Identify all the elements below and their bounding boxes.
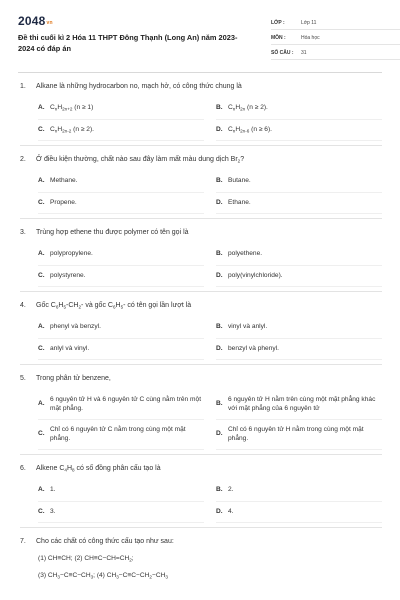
- option-text: 4.: [228, 507, 234, 515]
- option-key: B.: [216, 250, 223, 257]
- option-key: C.: [38, 430, 45, 438]
- option-text: 3.: [50, 507, 56, 515]
- answer-option[interactable]: [216, 98, 382, 120]
- option-text: $C_nH_{2n}$ (n ≥ 2).: [228, 104, 268, 112]
- answer-options: [20, 98, 382, 141]
- meta-label: MÔN :: [271, 34, 286, 41]
- answer-option[interactable]: [38, 266, 204, 288]
- answer-option[interactable]: [216, 120, 382, 142]
- question-item: [20, 528, 382, 581]
- question-stem: [20, 228, 382, 238]
- answer-options: [20, 171, 382, 214]
- question-text: Gốc $C_6H_5-CH_2-$ và gốc $C_6H_5-$ có tên gọi lần lượt là: [36, 302, 192, 310]
- option-text: phenyl và benzyl.: [50, 323, 101, 330]
- option-text: Chỉ có 6 nguyên tử C nằm trong cùng một mặt phẳng.: [50, 426, 186, 442]
- answer-options: [20, 480, 382, 523]
- question-text: Ở điều kiện thường, chất nào sau đây làm mất màu dung dịch $Br_2$?: [36, 156, 245, 164]
- option-text: Propene.: [50, 198, 77, 206]
- option-text: benzyl và phenyl.: [228, 344, 279, 352]
- option-text: $C_nH_{2n-6}$ (n ≥ 6).: [228, 125, 272, 133]
- question-stem: [20, 374, 382, 384]
- meta-value: Lớp 11: [301, 19, 317, 26]
- option-key: A.: [38, 323, 45, 330]
- question-number: 2.: [20, 156, 26, 163]
- answer-option[interactable]: [38, 98, 204, 120]
- site-logo-suffix: vn: [46, 20, 53, 26]
- answer-option[interactable]: [216, 420, 382, 450]
- answer-option[interactable]: [216, 480, 382, 502]
- option-key: C.: [38, 125, 45, 133]
- question-number: 1.: [20, 83, 26, 90]
- question-number: 4.: [20, 302, 26, 309]
- option-key: C.: [38, 198, 45, 206]
- option-text: Chỉ có 6 nguyên tử H nằm trong cùng một mặt phẳng.: [228, 426, 364, 442]
- exam-header: [18, 0, 382, 72]
- option-text: polypropylene.: [50, 250, 93, 257]
- answer-option[interactable]: [38, 244, 204, 266]
- option-key: A.: [38, 400, 45, 408]
- question-text: Alkene $C_4H_8$ có số đồng phân cấu tạo là: [36, 465, 161, 473]
- option-text: 6 nguyên tử H và 6 nguyên tử C cùng nằm trên một mặt phẳng.: [50, 396, 202, 412]
- answer-option[interactable]: [38, 420, 204, 450]
- option-key: C.: [38, 271, 45, 279]
- question-line: (1) CH≡CH; (2) $CH\equiv C-CH=CH_2$;: [38, 555, 134, 563]
- option-text: polyethene.: [228, 250, 263, 257]
- answer-options: [20, 317, 382, 360]
- answer-option[interactable]: [38, 171, 204, 193]
- answer-option[interactable]: [216, 502, 382, 524]
- option-text: $C_nH_{2n-2}$ (n ≥ 2).: [50, 125, 94, 133]
- option-text: anlyl và vinyl.: [50, 344, 90, 352]
- question-item: [20, 146, 382, 219]
- option-text: $C_nH_{2n+2}$ (n ≥ 1): [50, 104, 94, 112]
- option-text: polystyrene.: [50, 271, 86, 279]
- option-text: poly(vinylchloride).: [228, 271, 283, 279]
- answer-option[interactable]: [216, 390, 382, 420]
- option-key: B.: [216, 177, 223, 184]
- question-item: [20, 292, 382, 365]
- question-line: (3) $CH_3-C\equiv C-CH_3$; (4) $CH_3-C\equiv C-CH_2-CH_3$: [38, 572, 168, 580]
- answer-option[interactable]: [38, 480, 204, 502]
- meta-label: LỚP :: [271, 19, 285, 26]
- option-key: D.: [216, 344, 223, 352]
- option-text: vinyl và anlyl.: [228, 323, 268, 330]
- meta-row-class: [271, 16, 400, 30]
- meta-value: Hóa học: [301, 34, 320, 41]
- question-text: Cho các chất có công thức cấu tạo như sau:: [36, 538, 174, 545]
- option-text: Butane.: [228, 177, 251, 184]
- option-key: D.: [216, 507, 223, 515]
- option-key: D.: [216, 271, 223, 279]
- question-number: 3.: [20, 229, 26, 236]
- answer-option[interactable]: [216, 193, 382, 215]
- answer-option[interactable]: [38, 317, 204, 339]
- option-text: 6 nguyên tử H nằm trên cùng một mặt phẳng khác với mặt phẳng của 6 nguyên tử: [228, 396, 376, 412]
- option-key: A.: [38, 104, 45, 111]
- option-key: B.: [216, 400, 223, 408]
- meta-row-subject: [271, 31, 400, 45]
- answer-option[interactable]: [216, 244, 382, 266]
- answer-option[interactable]: [38, 502, 204, 524]
- answer-option[interactable]: [216, 317, 382, 339]
- meta-label: SỐ CÂU :: [271, 49, 294, 56]
- exam-title: Đề thi cuối kì 2 Hóa 11 THPT Đông Thạnh (Long An) năm 2023-2024 có đáp án: [18, 33, 238, 53]
- question-item: [20, 219, 382, 292]
- option-key: A.: [38, 177, 45, 184]
- answer-option[interactable]: [38, 339, 204, 361]
- question-stem: [20, 82, 382, 92]
- answer-option[interactable]: [38, 390, 204, 420]
- option-text: Ethane.: [228, 198, 251, 206]
- question-stem: [20, 537, 382, 547]
- answer-option[interactable]: [216, 171, 382, 193]
- question-stem: [20, 155, 382, 165]
- option-key: B.: [216, 323, 223, 330]
- answer-options: [20, 244, 382, 287]
- option-key: A.: [38, 250, 45, 257]
- option-text: 2.: [228, 486, 234, 493]
- answer-option[interactable]: [216, 339, 382, 361]
- answer-option[interactable]: [38, 193, 204, 215]
- question-stem: [20, 464, 382, 474]
- option-key: B.: [216, 104, 223, 111]
- question-list: [18, 73, 382, 581]
- exam-meta: [271, 16, 400, 61]
- question-text: Alkane là những hydrocarbon no, mạch hở, có công thức chung là: [36, 83, 242, 90]
- option-key: D.: [216, 430, 223, 438]
- question-number: 5.: [20, 375, 26, 382]
- site-logo-text: 2048: [18, 14, 46, 28]
- question-item: [20, 73, 382, 146]
- answer-options: [20, 390, 382, 450]
- question-number: 7.: [20, 538, 26, 545]
- question-text: Trong phân tử benzene,: [36, 375, 111, 382]
- answer-option[interactable]: [216, 266, 382, 288]
- question-stem: [20, 301, 382, 311]
- option-key: D.: [216, 198, 223, 206]
- option-key: C.: [38, 344, 45, 352]
- question-text: Trùng hợp ethene thu được polymer có tên gọi là: [36, 229, 189, 236]
- question-item: [20, 455, 382, 528]
- option-key: A.: [38, 486, 45, 493]
- answer-option[interactable]: [38, 120, 204, 142]
- question-item: [20, 365, 382, 455]
- option-text: 1.: [50, 486, 56, 493]
- option-text: Methane.: [50, 177, 78, 184]
- option-key: D.: [216, 125, 223, 133]
- meta-row-count: [271, 46, 400, 60]
- meta-value: 31: [301, 49, 307, 56]
- option-key: C.: [38, 507, 45, 515]
- question-number: 6.: [20, 465, 26, 472]
- option-key: B.: [216, 486, 223, 493]
